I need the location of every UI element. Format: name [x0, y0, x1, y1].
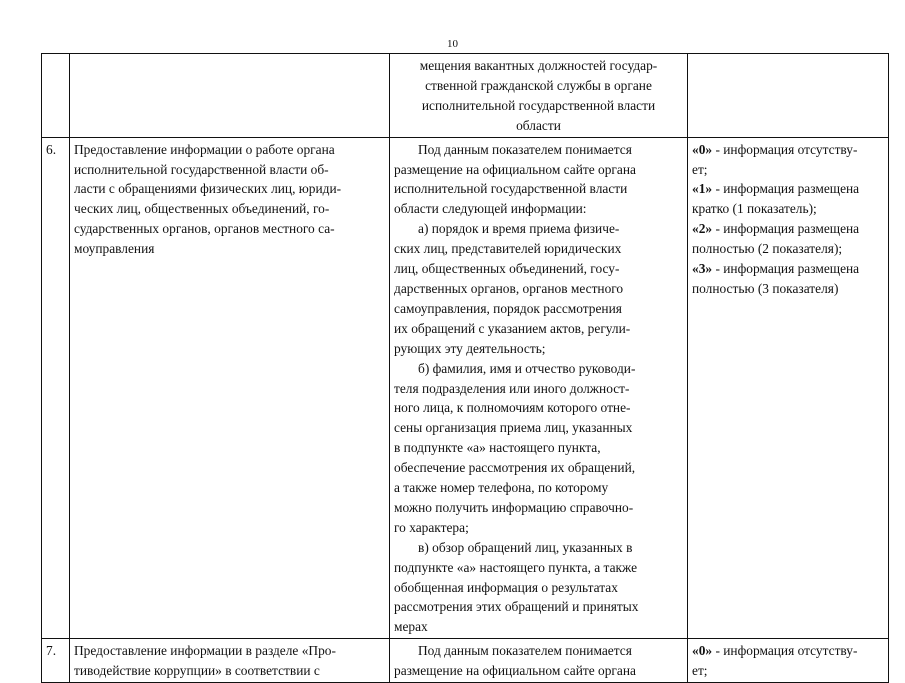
description-line: го характера;	[394, 519, 469, 535]
description-line: можно получить информацию справочно-	[394, 499, 634, 515]
criterion-score: «3»	[692, 261, 713, 277]
name-line: моуправления	[74, 241, 155, 257]
criteria-cell	[688, 54, 889, 138]
description-line: а также номер телефона, по которому	[394, 480, 609, 496]
description-line: исполнительной государственной власти	[421, 97, 656, 113]
criterion-text: полностью (2 показателя);	[692, 241, 843, 257]
criteria-table	[41, 53, 889, 683]
description-line: Под данным показателем понимается	[418, 643, 632, 659]
description-line: их обращений с указанием актов, регули-	[394, 320, 631, 336]
criterion-text: - информация размещена	[712, 261, 860, 277]
criterion-text: ет;	[692, 161, 708, 177]
criterion-item	[692, 641, 884, 661]
description-line: теля подразделения или иного должност-	[394, 380, 630, 396]
table-row	[42, 137, 889, 639]
name-line: сударственных органов, органов местного са-	[74, 221, 335, 237]
criterion-text: - информация размещена	[712, 221, 860, 237]
description-line: рассмотрения этих обращений и принятых	[394, 599, 639, 615]
indicator-description-cell	[390, 137, 688, 639]
indicator-name-cell	[70, 639, 390, 683]
indicator-name-cell	[70, 137, 390, 639]
description-line: в подпункте «а» настоящего пункта,	[394, 440, 601, 456]
criterion-item	[692, 179, 884, 199]
criterion-text: полностью (3 показателя)	[692, 280, 839, 296]
description-line: а) порядок и время приема физиче-	[418, 221, 620, 237]
criterion-text: кратко (1 показатель);	[692, 201, 817, 217]
indicator-name-cell	[70, 54, 390, 138]
description-line: лиц, общественных объединений, госу-	[394, 261, 620, 277]
criterion-text: ет;	[692, 663, 708, 679]
criterion-text: - информация размещена	[712, 181, 860, 197]
table-row	[42, 54, 889, 138]
description-line: Под данным показателем понимается	[418, 141, 632, 157]
row-number-cell: 6.	[42, 137, 70, 639]
name-line: ласти с обращениями физических лиц, юриди-	[74, 181, 342, 197]
name-line: исполнительной государственной власти об-	[74, 161, 329, 177]
description-line: размещение на официальном сайте органа	[394, 161, 636, 177]
description-line: мерах	[394, 619, 428, 635]
criterion-item	[692, 259, 884, 279]
criteria-cell	[688, 137, 889, 639]
criterion-item	[692, 219, 884, 239]
description-line: б) фамилия, имя и отчество руководи-	[418, 360, 636, 376]
description-line: дарственных органов, органов местного	[394, 280, 624, 296]
name-line: Предоставление информации о работе органа	[74, 141, 335, 157]
criterion-text: - информация отсутству-	[712, 141, 858, 157]
criterion-score: «0»	[692, 643, 713, 659]
description-line: самоуправления, порядок рассмотрения	[394, 300, 622, 316]
description-line: подпункте «а» настоящего пункта, а также	[394, 559, 638, 575]
description-line: области следующей информации:	[394, 201, 587, 217]
page-number: 10	[447, 38, 458, 50]
name-line: Предоставление информации в разделе «Про-	[74, 643, 336, 659]
indicator-description-cell	[390, 639, 688, 683]
criterion-score: «0»	[692, 141, 713, 157]
description-line: размещение на официальном сайте органа	[394, 663, 636, 679]
name-line: ческих лиц, общественных объединений, го-	[74, 201, 330, 217]
table-row	[42, 639, 889, 683]
criterion-score: «2»	[692, 221, 713, 237]
row-number-cell: 7.	[42, 639, 70, 683]
description-line: мещения вакантных должностей государ-	[419, 58, 658, 73]
description-line: ских лиц, представителей юридических	[394, 241, 622, 257]
criterion-score: «1»	[692, 181, 713, 197]
description-line: ного лица, к полномочиям которого отне-	[394, 400, 631, 416]
description-line: области	[516, 117, 561, 133]
description-line: рующих эту деятельность;	[394, 340, 546, 356]
description-line: сены организация приема лиц, указанных	[394, 420, 633, 436]
indicator-description-cell	[390, 54, 688, 138]
row-number-cell	[42, 54, 70, 138]
description-line: исполнительной государственной власти	[394, 181, 628, 197]
description-line: обеспечение рассмотрения их обращений,	[394, 460, 636, 476]
criterion-item	[692, 140, 884, 160]
description-line: в) обзор обращений лиц, указанных в	[418, 539, 633, 555]
criteria-cell	[688, 639, 889, 683]
name-line: тиводействие коррупции» в соответствии с	[74, 663, 320, 679]
description-line: ственной гражданской службы в органе	[425, 77, 652, 93]
description-line: обобщенная информация о результатах	[394, 579, 618, 595]
criterion-text: - информация отсутству-	[712, 643, 858, 659]
